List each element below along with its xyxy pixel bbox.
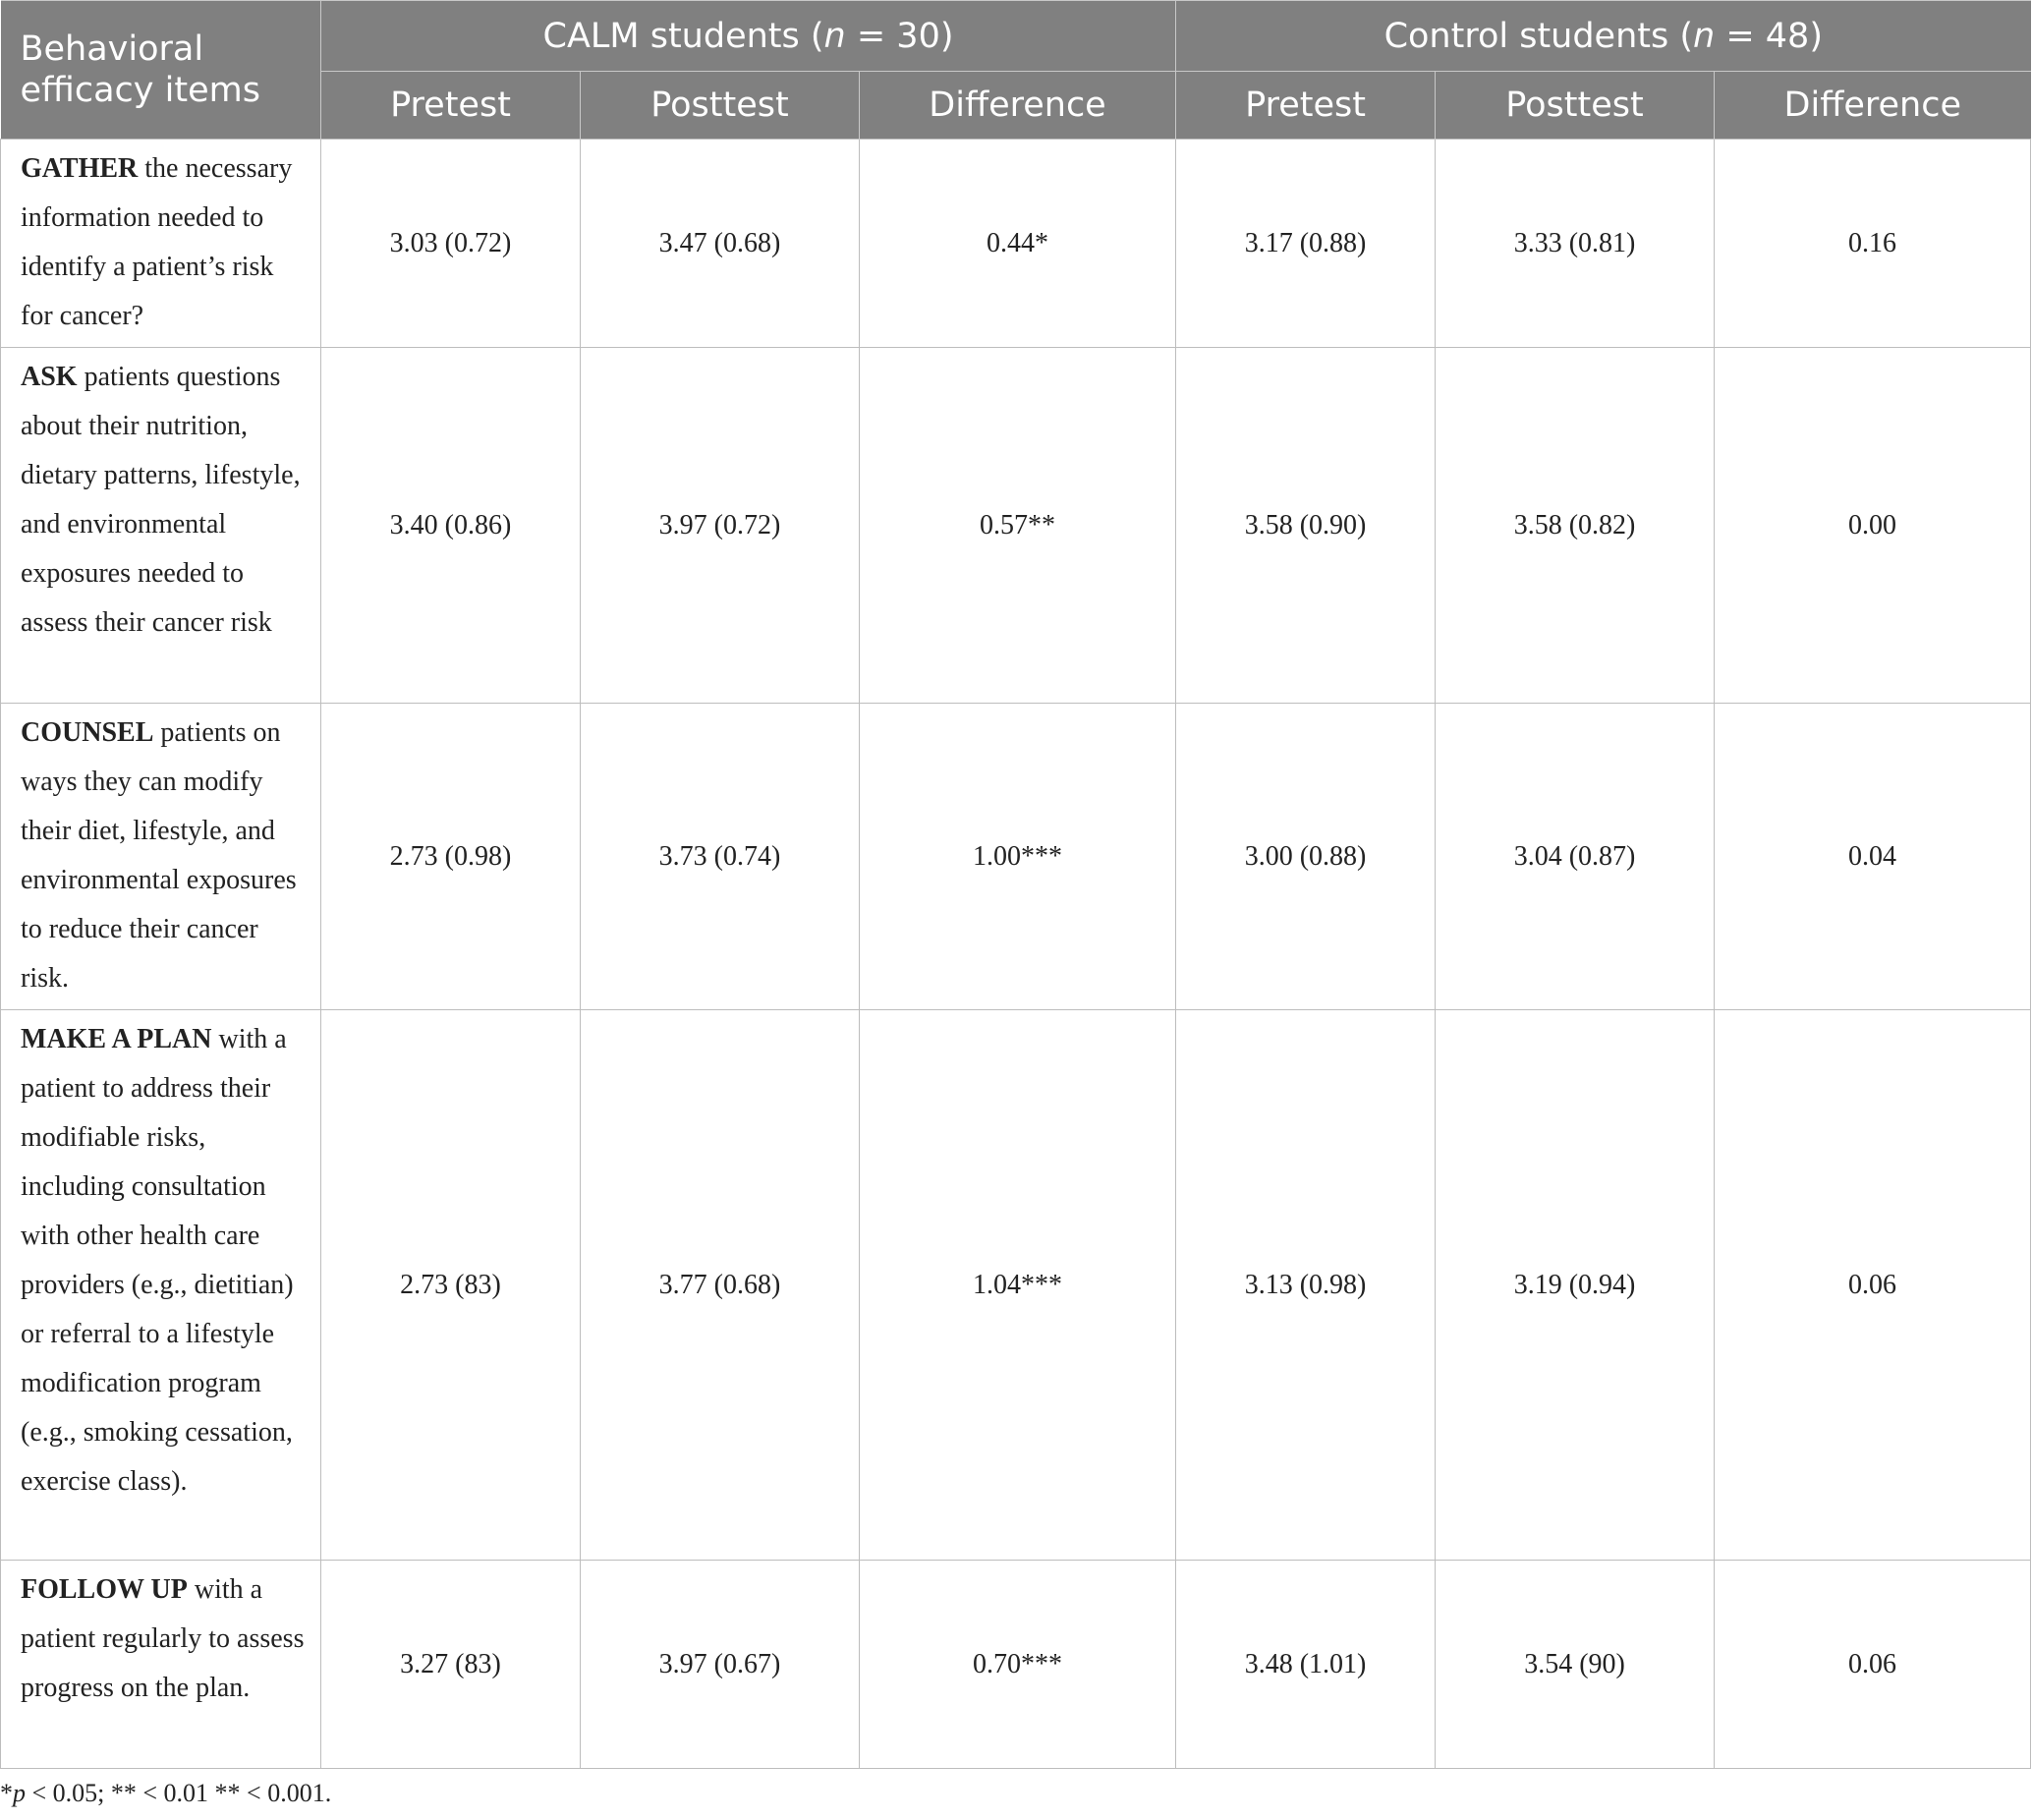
item-cell [1, 704, 321, 1010]
subheader-control-posttest: Posttest [1436, 72, 1715, 140]
calm-pretest-cell: 3.40 (0.86) [321, 348, 581, 704]
calm-header-label: CALM students (n = 30) [542, 16, 954, 56]
item-cell [1, 1561, 321, 1769]
subheader-calm-posttest: Posttest [581, 72, 860, 140]
calm-posttest-cell: 3.73 (0.74) [581, 704, 860, 1010]
calm-difference-cell: 0.44* [860, 140, 1176, 348]
item-text: the necessary information needed to identify a patient’s risk for cancer? [21, 153, 293, 331]
item-text: patients on ways they can modify their diet, lifestyle, and environmental exposures to reduce their cancer risk. [21, 717, 297, 994]
calm-pretest-cell: 2.73 (83) [321, 1010, 581, 1561]
table-row [1, 348, 2031, 704]
control-posttest-cell: 3.33 (0.81) [1436, 140, 1715, 348]
control-difference-cell: 0.04 [1715, 704, 2031, 1010]
footnote-text: < 0.05; ** < 0.01 ** < 0.001. [26, 1779, 332, 1807]
calm-posttest-cell: 3.77 (0.68) [581, 1010, 860, 1561]
control-pretest-cell: 3.00 (0.88) [1176, 704, 1436, 1010]
table-row [1, 1010, 2031, 1561]
table-row [1, 1561, 2031, 1769]
column-header-items: Behavioral efficacy items [1, 1, 321, 140]
item-key: MAKE A PLAN [21, 1024, 212, 1054]
calm-difference-cell: 1.00*** [860, 704, 1176, 1010]
item-key: GATHER [21, 153, 139, 184]
control-header-label: Control students (n = 48) [1383, 16, 1823, 56]
subheader-control-pretest: Pretest [1176, 72, 1436, 140]
item-cell [1, 1010, 321, 1561]
control-difference-cell: 0.06 [1715, 1561, 2031, 1769]
calm-difference-cell: 0.70*** [860, 1561, 1176, 1769]
table-row [1, 140, 2031, 348]
header-row-groups [1, 1, 2031, 72]
column-header-calm [321, 1, 1176, 72]
control-pretest-cell: 3.13 (0.98) [1176, 1010, 1436, 1561]
control-difference-cell: 0.06 [1715, 1010, 2031, 1561]
item-key: FOLLOW UP [21, 1574, 188, 1605]
item-text: with a patient to address their modifiable risks, including consultation with other health care providers (e.g., dietitian) or referral to a lifestyle modification program (e.g., smoking cessation, exercise class). [21, 1024, 294, 1497]
subheader-calm-difference: Difference [860, 72, 1176, 140]
item-cell [1, 348, 321, 704]
control-difference-cell: 0.00 [1715, 348, 2031, 704]
column-header-control [1176, 1, 2031, 72]
control-posttest-cell: 3.54 (90) [1436, 1561, 1715, 1769]
calm-posttest-cell: 3.97 (0.72) [581, 348, 860, 704]
item-key: ASK [21, 362, 78, 392]
item-cell [1, 140, 321, 348]
control-posttest-cell: 3.04 (0.87) [1436, 704, 1715, 1010]
table-footnote: *p < 0.05; ** < 0.01 ** < 0.001. [0, 1779, 332, 1807]
control-posttest-cell: 3.58 (0.82) [1436, 348, 1715, 704]
calm-posttest-cell: 3.47 (0.68) [581, 140, 860, 348]
footnote-p: p [13, 1779, 26, 1807]
subheader-control-difference: Difference [1715, 72, 2031, 140]
item-key: COUNSEL [21, 717, 154, 748]
calm-pretest-cell: 3.03 (0.72) [321, 140, 581, 348]
calm-posttest-cell: 3.97 (0.67) [581, 1561, 860, 1769]
calm-pretest-cell: 2.73 (0.98) [321, 704, 581, 1010]
control-pretest-cell: 3.17 (0.88) [1176, 140, 1436, 348]
table-row [1, 704, 2031, 1010]
item-text: with a patient regularly to assess progress on the plan. [21, 1574, 305, 1703]
control-posttest-cell: 3.19 (0.94) [1436, 1010, 1715, 1561]
control-pretest-cell: 3.48 (1.01) [1176, 1561, 1436, 1769]
control-pretest-cell: 3.58 (0.90) [1176, 348, 1436, 704]
subheader-calm-pretest: Pretest [321, 72, 581, 140]
item-text: patients questions about their nutrition, dietary patterns, lifestyle, and environmental exposures needed to assess their cancer risk [21, 362, 301, 638]
calm-pretest-cell: 3.27 (83) [321, 1561, 581, 1769]
calm-difference-cell: 0.57** [860, 348, 1176, 704]
calm-difference-cell: 1.04*** [860, 1010, 1176, 1561]
control-difference-cell: 0.16 [1715, 140, 2031, 348]
